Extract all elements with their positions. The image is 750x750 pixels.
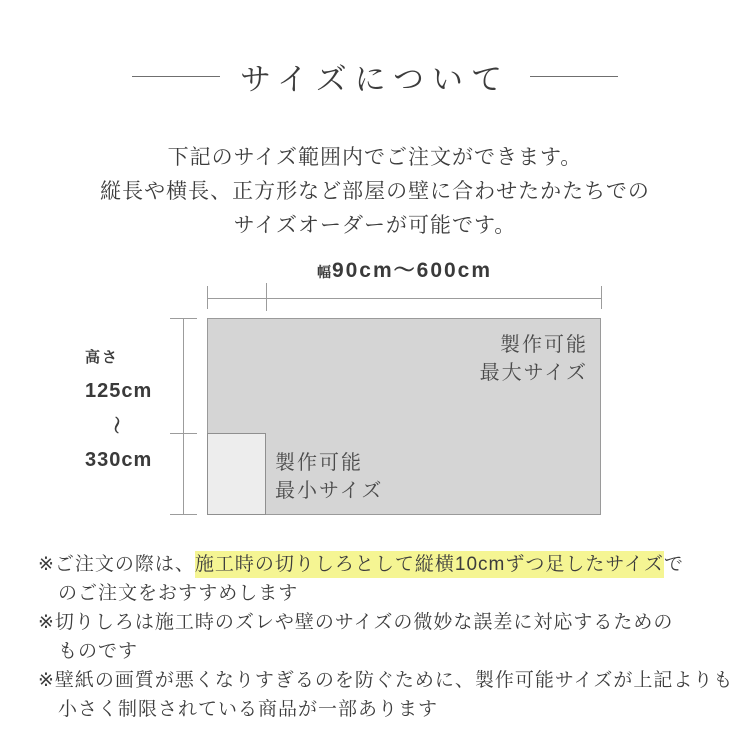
footnotes <box>0 550 750 724</box>
height-tick-min <box>170 433 197 434</box>
height-max-value: 330cm <box>85 449 153 471</box>
intro-line-1: 下記のサイズ範囲内でご注文ができます。 <box>167 146 583 169</box>
min-size-label <box>275 449 383 505</box>
height-dimension-line <box>183 318 184 515</box>
note-3-line-2: 小さく制限されている商品が一部あります <box>58 699 439 720</box>
height-wave-dash: 〜 <box>106 416 126 434</box>
height-range-label <box>85 346 163 472</box>
width-tick-right <box>601 286 602 309</box>
note-2-line-2: ものです <box>58 641 139 662</box>
height-min-value: 125cm <box>85 380 153 402</box>
note-1-line-2: のご注文をおすすめします <box>58 583 299 604</box>
height-prefix-label: 高さ <box>85 349 120 366</box>
width-prefix-label: 幅 <box>316 264 332 280</box>
size-diagram <box>0 254 750 539</box>
intro-line-3: サイズオーダーが可能です。 <box>233 214 517 237</box>
max-size-label <box>480 331 588 387</box>
width-range-value: 90cm〜600cm <box>331 259 493 282</box>
note-1-line-1 <box>38 550 712 579</box>
note-1-prefix: ※ご注文の際は、 <box>38 554 195 575</box>
note-1-highlight: 施工時の切りしろとして縦横10cmずつ足したサイズ <box>195 551 664 578</box>
intro-line-2: 縦長や横長、正方形など部屋の壁に合わせたかたちでの <box>100 180 650 203</box>
min-size-rectangle <box>207 433 266 515</box>
note-1-suffix: で <box>663 554 684 575</box>
note-3-line-1: ※壁紙の画質が悪くなりすぎるのを防ぐために、製作可能サイズが上記よりも <box>38 670 734 691</box>
page-title: サイズについて <box>240 62 510 97</box>
intro-paragraph <box>0 141 750 243</box>
min-size-label-line-2: 最小サイズ <box>275 480 384 502</box>
width-tick-left <box>207 286 208 309</box>
height-tick-top <box>170 318 197 319</box>
height-wave-row <box>85 412 149 436</box>
title-rule-left <box>132 76 220 77</box>
width-tick-min <box>266 283 267 311</box>
width-range-label <box>207 254 602 284</box>
max-size-label-line-2: 最大サイズ <box>479 362 588 384</box>
title-rule-right <box>530 76 618 77</box>
title-row <box>0 0 750 99</box>
height-tick-bottom <box>170 514 197 515</box>
max-size-label-line-1: 製作可能 <box>500 334 588 356</box>
min-size-label-line-1: 製作可能 <box>275 452 363 474</box>
note-2-line-1: ※切りしろは施工時のズレや壁のサイズの微妙な誤差に対応するための <box>38 612 674 633</box>
